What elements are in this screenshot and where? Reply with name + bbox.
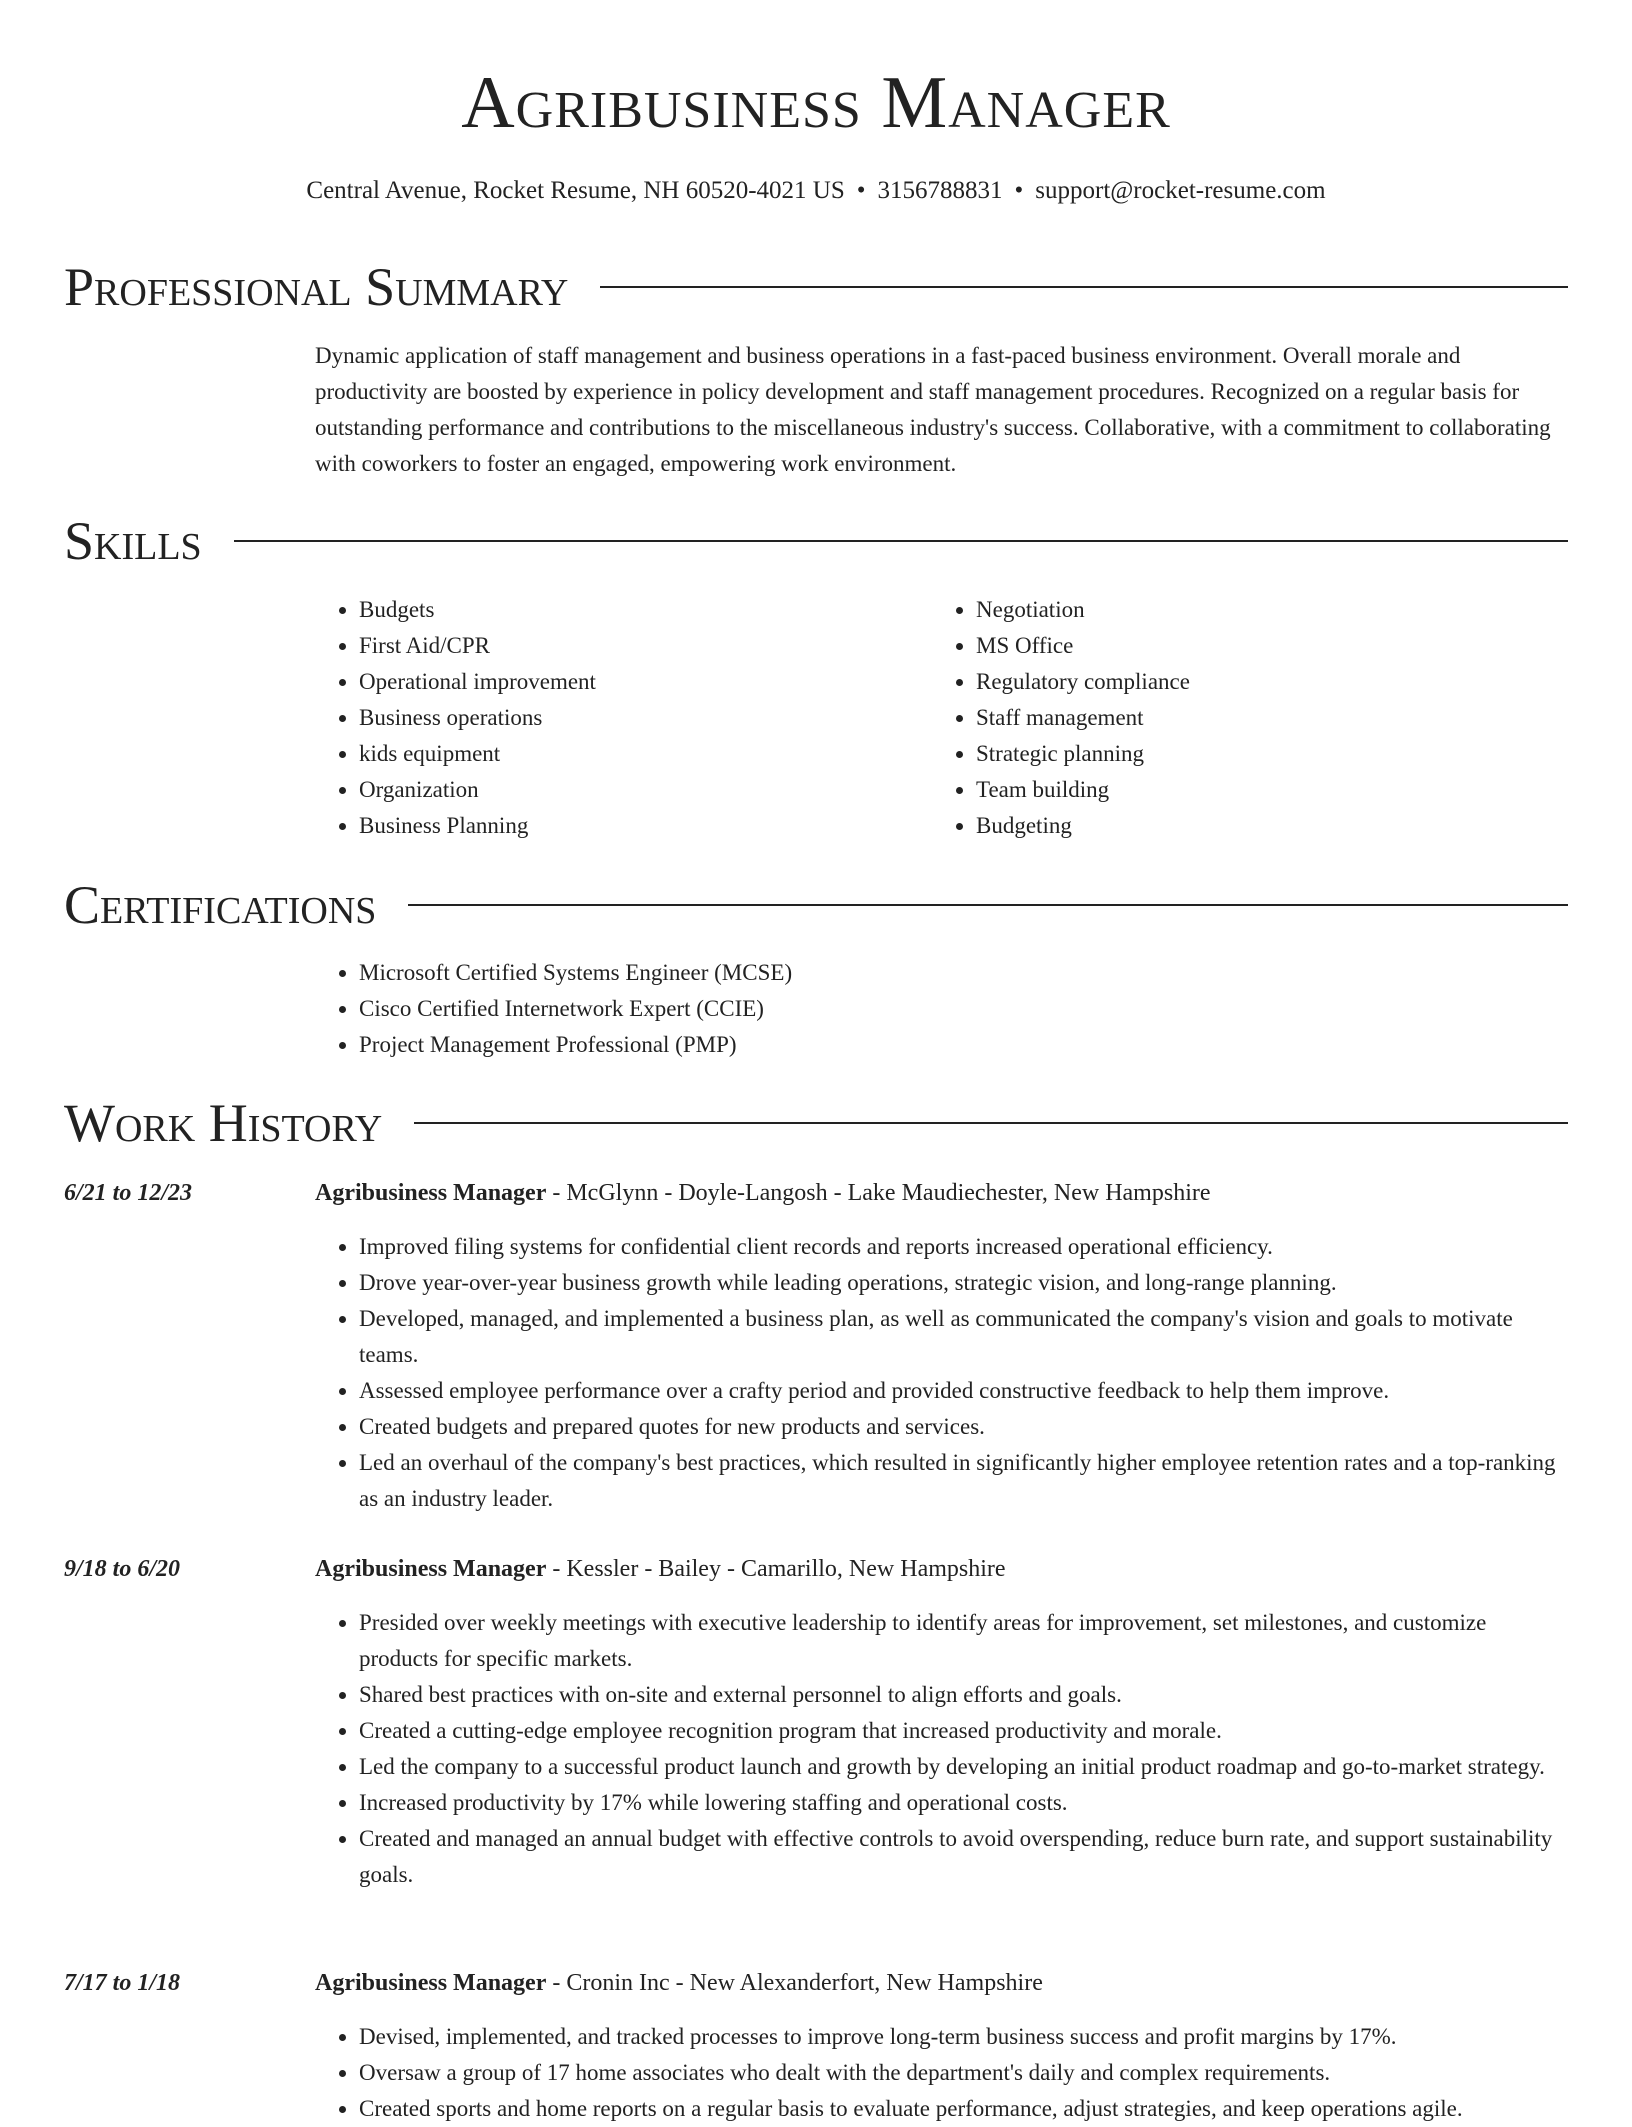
section-title: Certifications [64, 875, 377, 935]
certification-item-list [315, 955, 1567, 1063]
section-header-work-history [64, 1088, 1568, 1158]
section-title: Work History [64, 1093, 383, 1153]
job-bullet: • Created a cutting-edge employee recognition program that increased productivity and morale. [359, 1713, 1567, 1749]
job-bullet: • Led an overhaul of the company's best practices, which resulted in significantly higher employee retention rates and a top-ranking as an industry leader. [359, 1445, 1567, 1517]
job-bullet: • Presided over weekly meetings with executive leadership to identify areas for improvement, set milestones, and customize products for specific markets. [359, 1605, 1567, 1677]
skill-item: • First Aid/CPR [359, 628, 875, 664]
job-bullet: • Drove year-over-year business growth while leading operations, strategic vision, and long-range planning. [359, 1265, 1567, 1301]
skill-item: • Strategic planning [976, 736, 1492, 772]
contact-separator: • [1014, 177, 1024, 204]
job-bullet-list [315, 1229, 1567, 1517]
skill-item: • Staff management [976, 700, 1492, 736]
skill-item-list [315, 592, 875, 844]
candidate-name: Agribusiness Manager [461, 62, 1171, 144]
contact-line [0, 174, 1632, 208]
skill-item-list [932, 592, 1492, 844]
section-divider [600, 286, 1568, 288]
job-bullet: • Assessed employee performance over a crafty period and provided constructive feedback to help them improve. [359, 1373, 1567, 1409]
job-bullet: • Created and managed an annual budget with effective controls to avoid overspending, reduce burn rate, and support sustainability goals. [359, 1821, 1567, 1893]
certification-item: • Microsoft Certified Systems Engineer (MCSE) [359, 955, 1567, 991]
contact-address: Central Avenue, Rocket Resume, NH 60520-4021 US [306, 177, 845, 204]
skill-item: • Regulatory compliance [976, 664, 1492, 700]
job-bullet: • Increased productivity by 17% while lowering staffing and operational costs. [359, 1785, 1567, 1821]
job-dates: 9/18 to 6/20 [64, 1556, 181, 1582]
job-bullet: • Oversaw a group of 17 home associates who dealt with the department's daily and complex requirements. [359, 2055, 1567, 2091]
section-header-certifications [64, 870, 1568, 940]
job-bullet: • Created budgets and prepared quotes for new products and services. [359, 1409, 1567, 1445]
section-divider [414, 1122, 1568, 1124]
job-dates: 7/17 to 1/18 [64, 1970, 181, 1996]
skill-item: • Operational improvement [359, 664, 875, 700]
skill-item: • Team building [976, 772, 1492, 808]
certification-item: • Cisco Certified Internetwork Expert (CCIE) [359, 991, 1567, 1027]
section-divider [408, 904, 1568, 906]
job-bullets [315, 1229, 1567, 1517]
job-title-line [315, 1965, 1567, 2001]
job-title-line [315, 1551, 1567, 1587]
job-role: Agribusiness Manager [315, 1180, 547, 1206]
job-bullet: • Shared best practices with on-site and external personnel to align efforts and goals. [359, 1677, 1567, 1713]
job-title-line [315, 1175, 1567, 1211]
job-role: Agribusiness Manager [315, 1970, 547, 1996]
skill-item: • MS Office [976, 628, 1492, 664]
job-bullet: • Created sports and home reports on a regular basis to evaluate performance, adjust strategies, and keep operations agile. [359, 2091, 1567, 2127]
skill-item: • Business operations [359, 700, 875, 736]
job-bullet-list [315, 1605, 1567, 1893]
skill-item: • kids equipment [359, 736, 875, 772]
certification-item: • Project Management Professional (PMP) [359, 1027, 1567, 1063]
summary-text: Dynamic application of staff management and business operations in a fast-paced business environment. Overall morale and productivity are boosted by experience in policy development and staff management procedures. Recognized on a regular basis for outstanding performance and contributions to the miscellaneous industry's success. Collaborative, with a commitment to collaborating with coworkers to foster an engaged, empowering work environment. [315, 343, 1551, 476]
section-header-summary [64, 252, 1568, 322]
section-title: Skills [64, 511, 202, 571]
job-bullet: • Led the company to a successful product launch and growth by developing an initial product roadmap and go-to-market strategy. [359, 1749, 1567, 1785]
section-title: Professional Summary [64, 257, 569, 317]
skill-item: • Negotiation [976, 592, 1492, 628]
job-details: - Kessler - Bailey - Camarillo, New Hampshire [546, 1556, 1006, 1582]
skill-item: • Budgeting [976, 808, 1492, 844]
section-divider [234, 540, 1568, 542]
job-dates: 6/21 to 12/23 [64, 1180, 193, 1206]
skill-item: • Business Planning [359, 808, 875, 844]
skill-item: • Budgets [359, 592, 875, 628]
contact-separator: • [856, 177, 866, 204]
contact-phone: 3156788831 [877, 177, 1003, 204]
job-bullet: • Improved filing systems for confidential client records and reports increased operational efficiency. [359, 1229, 1567, 1265]
job-bullet-list [315, 2019, 1567, 2127]
job-bullet: • Devised, implemented, and tracked processes to improve long-term business success and profit margins by 17%. [359, 2019, 1567, 2055]
skills-column-left [315, 592, 875, 844]
job-role: Agribusiness Manager [315, 1556, 547, 1582]
job-details: - McGlynn - Doyle-Langosh - Lake Maudiechester, New Hampshire [546, 1180, 1211, 1206]
contact-email: support@rocket-resume.com [1035, 177, 1326, 204]
section-header-skills [64, 506, 1568, 576]
certifications-list [315, 955, 1567, 1063]
skills-column-right [932, 592, 1492, 844]
skill-item: • Organization [359, 772, 875, 808]
job-bullets [315, 1605, 1567, 1893]
job-details: - Cronin Inc - New Alexanderfort, New Hampshire [546, 1970, 1043, 1996]
job-bullets [315, 2019, 1567, 2127]
job-bullet: • Developed, managed, and implemented a business plan, as well as communicated the company's vision and goals to motivate teams. [359, 1301, 1567, 1373]
